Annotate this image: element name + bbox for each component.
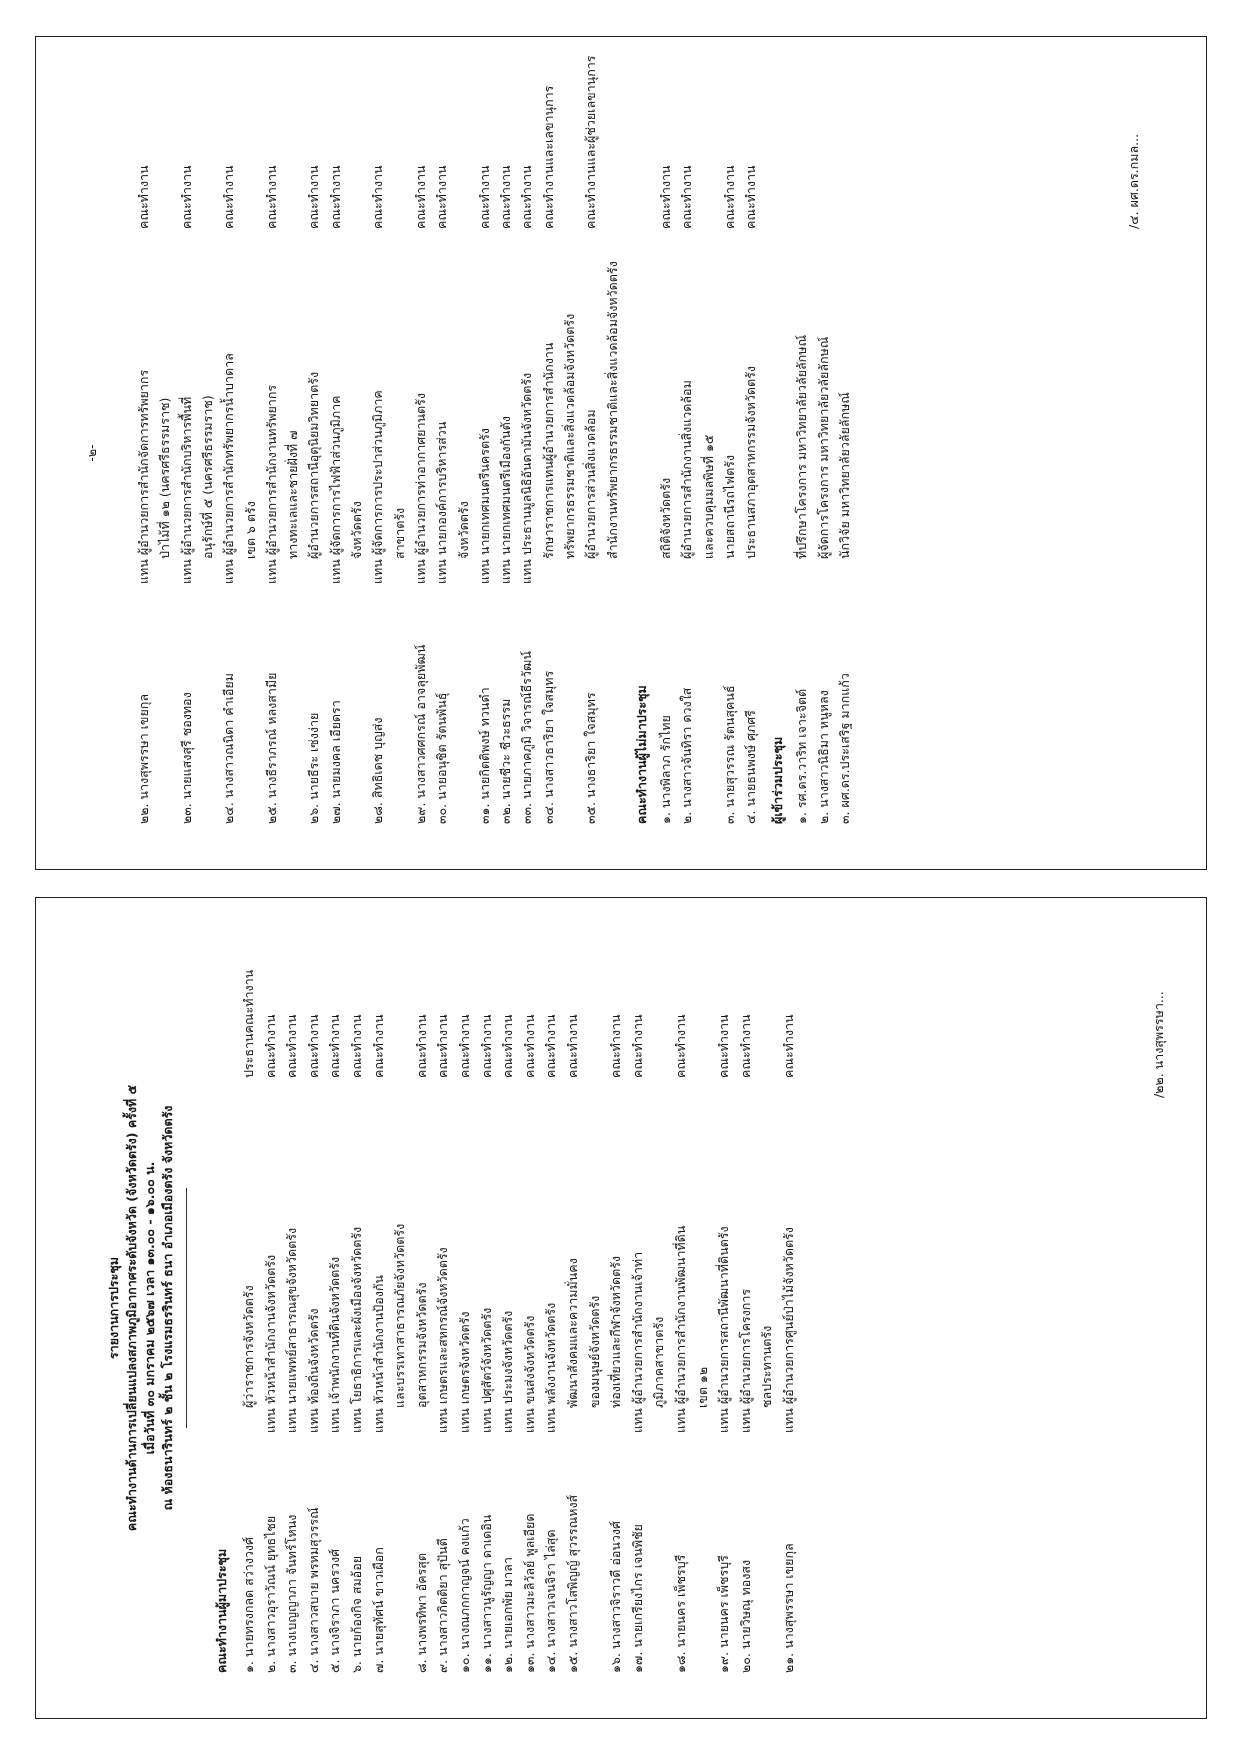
member-role: อนุรักษ์ที่ ๕ (นครศรีธรรมราช) <box>199 395 215 559</box>
member-name: ๓๔. นางสาวธาริยา ใจสมุทร <box>540 670 556 824</box>
member-name: ๓๑. นายกิตติพงษ์ ทวนดำ <box>476 687 492 824</box>
member-note: คณะทำงาน <box>370 165 386 229</box>
member-role: แทน ผู้อำนวยการสำนักบริหารพื้นที่ <box>178 396 194 584</box>
member-role: แทน ท้องถิ่นจังหวัดตรัง <box>305 1308 321 1433</box>
member-note: คณะทำงาน <box>221 165 237 229</box>
member-name: ๑๒. นายเอกพัย มาลา <box>500 1557 516 1673</box>
member-name: ๑๗. นายเกรียงไกร เจนพิชัย <box>629 1524 645 1673</box>
member-role: ท่องเที่ยวและกีฬาจังหวัดตรัง <box>608 1255 624 1408</box>
member-note: คณะทำงาน <box>629 1014 645 1078</box>
section-heading: คณะทำงานผู้มาประชุม <box>214 1548 229 1673</box>
member-role: แทน ผู้จัดการการไฟฟ้าส่วนภูมิภาค <box>327 395 343 584</box>
member-role: แทน นายกองค์การบริหารส่วน <box>434 421 450 584</box>
member-role: แทน หัวหน้าสำนักงานป้องกัน <box>370 1275 386 1433</box>
member-note: คณะทำงาน <box>500 1014 516 1078</box>
member-name: ๑๘. นายนคร เพ็ชรบุรี <box>673 1554 688 1673</box>
member-note: คณะทำงาน <box>781 1014 796 1078</box>
member-note: คณะทำงานและเลขานุการ <box>540 85 556 229</box>
member-role: แทน นายแพทย์สาธารณสุขจังหวัดตรัง <box>284 1227 300 1433</box>
member-role: แทน โยธาธิการและผังเมืองจังหวัดตรัง <box>349 1226 364 1433</box>
page-footer: /๒๒. นางสุพรรษา... <box>1151 991 1166 1098</box>
member-name: ๘. นางพรทิพา อัครสุต <box>413 1552 429 1673</box>
member-name: ๕. นางจิราภา นครวงศ์ <box>327 1548 343 1673</box>
attendee-role: นักวิจัย มหาวิทยาลัยวลัยลักษณ์ <box>837 392 852 559</box>
member-role: ผู้อำนวยการสถานีอุตุนิยมวิทยาตรัง <box>306 371 322 559</box>
member-note: คณะทำงาน <box>457 1014 472 1078</box>
member-note: คณะทำงาน <box>519 165 535 229</box>
member-name: ๒๐. นายวิษณุ ทองสง <box>737 1559 753 1673</box>
member-role: แทน ปศุสัตว์จังหวัดตรัง <box>478 1307 494 1433</box>
member-role: แทน ผู้อำนวยการศูนย์ป่าไม้จังหวัดตรัง <box>781 1227 796 1433</box>
page-1-content <box>36 898 1206 1718</box>
attendee-name: ๑. รศ.ดร.วาริท เจาะจิตต์ <box>794 688 810 824</box>
member-role: ภูมิภาคสาขาตรัง <box>651 1316 667 1408</box>
member-name: ๙. นางสาวกิตติยา สุปันตี <box>435 1538 451 1673</box>
member-name: ๗. นายสุทัศน์ ขาวเผือก <box>370 1547 386 1673</box>
title-line: คณะทำงานด้านการเปลี่ยนแปลงสภาพภูมิอากาศระดับจังหวัด (จังหวัดตรัง) ครั้งที่ ๕ <box>124 1084 139 1532</box>
member-role: แทน ผู้อำนวยการท่าอากาศยานตรัง <box>412 393 428 584</box>
absent-member-role: ผู้อำนวยการสำนักงานสิ่งแวดล้อม <box>679 380 695 559</box>
member-note: คณะทำงาน <box>305 1014 321 1078</box>
member-role: แทน ผู้อำนวยการสำนักงานพัฒนาที่ดิน <box>673 1225 688 1433</box>
member-name: ๓๒. นายชีวะ ชีวะธรรม <box>498 698 514 824</box>
member-role: แทน นายกเทศมนตรีนครตรัง <box>476 428 492 584</box>
member-note: คณะทำงาน <box>306 165 322 229</box>
absent-member-name: ๔. นายธนพงษ์ ศุภศรี <box>743 710 759 824</box>
member-name: ๑๖. นางสาวจิราวดี อ่อนวงศ์ <box>608 1521 624 1673</box>
attendee-heading: ผู้เข้าร่วมประชุม <box>770 736 786 824</box>
member-role: สำนักงานทรัพยากรธรรมชาติและสิ่งแวดล้อมจังหวัดตรัง <box>604 261 620 559</box>
member-note: คณะทำงาน <box>716 1014 732 1078</box>
title-line: ณ ห้องธนารินทร์ ๒ ชั้น ๒ โรงแรมธรรินทร์ ธนา อำเภอเมืองตรัง จังหวัดตรัง <box>160 1105 175 1511</box>
member-name: ๑๑. นางสาวนูรัญญา ดาเดอิน <box>478 1514 494 1673</box>
member-role: แทน ผู้อำนวยการสถานีพัฒนาที่ดินตรัง <box>716 1226 732 1433</box>
member-role: พัฒนาสังคมและความมั่นคง <box>565 1258 580 1408</box>
member-note: คณะทำงาน <box>412 165 428 229</box>
member-note: คณะทำงาน <box>543 1014 559 1078</box>
member-name: ๔. นางสาวสบาย พรหมสุวรรณ์ <box>305 1507 321 1673</box>
member-role: จังหวัดตรัง <box>349 501 364 559</box>
title-line: รายงานการประชุม <box>106 1256 121 1360</box>
member-name: ๒๕. นางธีราภรณ์ หลงสามีย <box>263 672 279 824</box>
absent-member-role: ประธานสภาอุตสาหกรรมจังหวัดตรัง <box>743 366 759 559</box>
title-divider <box>186 1188 187 1428</box>
member-role: แทน ประธานมูลนิธิอันดามันจังหวัดตรัง <box>519 372 535 584</box>
absent-heading: คณะทำงานผู้ไม่มาประชุม <box>633 685 649 824</box>
member-note: ประธานคณะทำงาน <box>241 969 256 1078</box>
member-role: แทน พลังงานจังหวัดตรัง <box>543 1302 559 1433</box>
member-note: คณะทำงาน <box>478 1014 494 1078</box>
member-name: ๓. นางเบญญาภา จันทร์โหนง <box>284 1514 300 1673</box>
member-note: คณะทำงาน <box>284 1014 300 1078</box>
absent-member-note: คณะทำงาน <box>721 165 737 229</box>
member-role: แทน ขนส่งจังหวัดตรัง <box>521 1315 537 1433</box>
member-role: แทน ผู้อำนวยการสำนักจัดการทรัพยากร <box>136 369 151 584</box>
member-name: ๑. นายทรงกลด สว่างวงศ์ <box>241 1537 256 1673</box>
member-role: ทางทะเลและชายฝั่งที่ ๗ <box>285 430 301 559</box>
member-note: คณะทำงาน <box>262 1014 278 1078</box>
member-name: ๓๐. นายอนุชิต รัตนพันธุ์ <box>434 692 450 824</box>
member-note: คณะทำงานและผู้ช่วยเลขานุการ <box>583 55 599 229</box>
member-role: และบรรเทาสาธารณภัยจังหวัดตรัง <box>392 1223 408 1408</box>
member-note: คณะทำงาน <box>349 1014 364 1078</box>
document-page-1 <box>35 897 1207 1719</box>
member-role: แทน นายกเทศมนตรีเมืองกันตัง <box>498 416 514 584</box>
member-note: คณะทำงาน <box>434 165 450 229</box>
member-role: แทน ผู้อำนวยการโครงการ <box>737 1288 753 1433</box>
member-name: ๒๔. นางสาวณนิดา คำเอียม <box>221 673 237 824</box>
member-name: ๖. นายก้องกิจ สมอ้อย <box>349 1555 364 1673</box>
member-name: ๒๘. สิทธิเดช บุญส่ง <box>370 717 386 824</box>
member-note: คณะทำงาน <box>178 165 194 229</box>
member-name: ๑๓. นางสาวมะลิวัลย์ พูลเอียด <box>521 1513 537 1673</box>
member-role: เขต ๖ ตรัง <box>242 501 258 559</box>
member-role: อุตสาหกรรมจังหวัดตรัง <box>413 1282 429 1408</box>
member-note: คณะทำงาน <box>327 1014 343 1078</box>
member-role: แทน เกษตรจังหวัดตรัง <box>457 1311 472 1433</box>
member-role: ของมนุษย์จังหวัดตรัง <box>586 1295 602 1408</box>
member-name: ๒๑. นางสุพรรษา เขยกุล <box>781 1543 796 1673</box>
member-name: ๒๓. นายแสงสุรี ชองทอง <box>178 692 194 824</box>
attendee-role: ที่ปรึกษาโครงการ มหาวิทยาลัยวลัยลักษณ์ <box>794 334 810 559</box>
absent-member-name: ๑. นางพิลาภ รักไทย <box>657 715 673 824</box>
attendee-name: ๓. ผศ.ดร.ประเสริฐ มากแก้ว <box>837 673 852 824</box>
absent-member-name: ๒. นางสาวจันทิรา ดวงใส <box>679 687 695 824</box>
member-note: คณะทำงาน <box>327 165 343 229</box>
page-footer: /๔. ผศ.ดร.กมล... <box>1126 133 1141 229</box>
member-role: แทน เจ้าพนักงานที่ดินจังหวัดตรัง <box>327 1256 343 1433</box>
member-role: ผู้อำนวยการส่วนสิ่งแวดล้อม <box>583 409 599 559</box>
member-role: แทน ผู้อำนวยการสำนักงานเจ้าท่า <box>629 1251 645 1433</box>
member-name: ๑๔. นางสาวเจนจิรา ไล่สุด <box>543 1529 559 1673</box>
member-note: คณะทำงาน <box>521 1014 537 1078</box>
absent-member-role: นายสถานีรถไฟตรัง <box>721 454 737 559</box>
member-role: เขต ๑๒ <box>694 1366 710 1408</box>
member-note: คณะทำงาน <box>136 165 151 229</box>
member-role: จังหวัดตรัง <box>455 501 471 559</box>
attendee-role: ผู้จัดการโครงการ มหาวิทยาลัยวลัยลักษณ์ <box>815 336 831 559</box>
member-role: แทน เกษตรและสหกรณ์จังหวัดตรัง <box>435 1247 451 1433</box>
member-note: คณะทำงาน <box>476 165 492 229</box>
absent-member-note: คณะทำงาน <box>743 165 759 229</box>
attendee-name: ๒. นางสาวนิธิมา หนูหลง <box>815 690 831 824</box>
page-number: -๒- <box>84 444 99 462</box>
absent-member-note: คณะทำงาน <box>679 165 695 229</box>
member-name: ๑๐. นางณภกกาญจน์ คงแก้ว <box>457 1518 472 1673</box>
member-role: แทน ผู้อำนวยการสำนักทรัพยากรน้ำบาดาล <box>221 353 237 584</box>
member-name: ๑๙. นายนคร เพ็ชรบุรี <box>716 1555 732 1673</box>
member-role: แทน ผู้จัดการการประปาส่วนภูมิภาค <box>370 390 386 584</box>
member-role: แทน ผู้อำนวยการสำนักงานทรัพยากร <box>263 384 279 584</box>
member-role: แทน หัวหน้าสำนักงานจังหวัดตรัง <box>262 1254 278 1433</box>
member-role: รักษาราชการแทนผู้อำนวยการสำนักงาน <box>540 342 556 559</box>
absent-member-name: ๓. นายสุวรรณ รัตนสุคนธ์ <box>721 685 737 824</box>
member-note: คณะทำงาน <box>370 1014 386 1078</box>
absent-member-role: และควบคุมมลพิษที่ ๑๕ <box>700 434 716 559</box>
member-note: คณะทำงาน <box>435 1014 451 1078</box>
member-role: สาขาตรัง <box>391 507 407 559</box>
member-note: คณะทำงาน <box>737 1014 753 1078</box>
member-name: ๒๙. นางสาวศศกรณ์ อาจลุยพัฒน์ <box>412 644 428 824</box>
document-page-2 <box>35 36 1207 870</box>
absent-member-note: คณะทำงาน <box>657 165 673 229</box>
member-role: แทน ประมงจังหวัดตรัง <box>500 1310 516 1433</box>
member-name: ๓๕. นางธาริยา ใจสมุทร <box>583 692 599 824</box>
member-name: ๓๓. นายภาคภูมิ วิจารณ์ธีรวัฒน์ <box>519 651 535 824</box>
member-role: ป่าไม้ที่ ๑๒ (นครศรีธรรมราช) <box>157 397 173 559</box>
member-note: คณะทำงาน <box>413 1014 429 1078</box>
page-2-content <box>36 37 1206 869</box>
member-name: ๒. นางสาวอุราวัณน์ ยุทธไชย <box>262 1515 278 1673</box>
member-name: ๒๒. นางสุพรรษา เขยกุล <box>136 694 151 824</box>
title-line: เมื่อวันที่ ๓๐ มกราคม ๒๕๖๗ เวลา ๑๓.๐๐ - ๑๖.๐๐ น. <box>142 1161 157 1455</box>
member-name: ๒๗. นายมงคล เอียดรา <box>327 700 343 824</box>
absent-member-role: สถิติจังหวัดตรัง <box>657 477 673 559</box>
member-note: คณะทำงาน <box>673 1014 688 1078</box>
member-role: ทรัพยากรธรรมชาติและสิ่งแวดล้อมจังหวัดตรัง <box>562 313 577 559</box>
member-role: ผู้ว่าราชการจังหวัดตรัง <box>241 1285 256 1408</box>
member-name: ๑๕. นางสาวโสพิญญ์ สุวรรณหงส์ <box>565 1494 580 1673</box>
member-note: คณะทำงาน <box>565 1014 580 1078</box>
member-role: ชลประทานตรัง <box>759 1325 775 1408</box>
member-note: คณะทำงาน <box>498 165 514 229</box>
member-name: ๒๖. นายธีระ เซ่งง่าย <box>306 712 322 824</box>
member-note: คณะทำงาน <box>263 165 279 229</box>
member-note: คณะทำงาน <box>608 1014 624 1078</box>
